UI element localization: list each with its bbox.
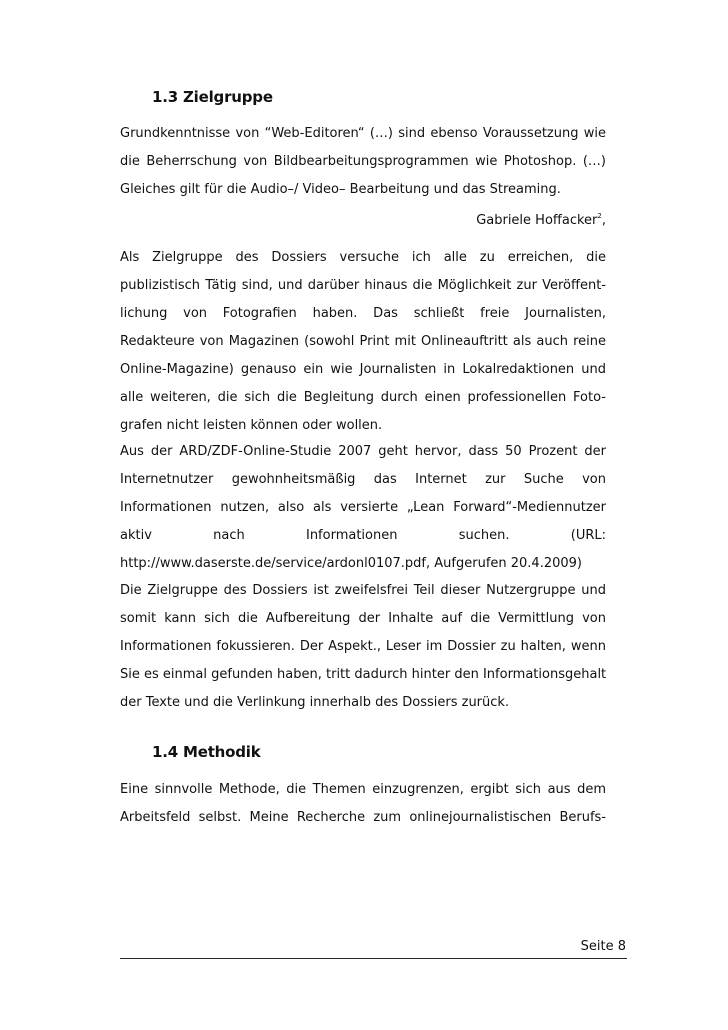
paragraph-line: grafen nicht leisten können oder wollen. (120, 418, 383, 433)
paragraph-line: Eine sinnvolle Methode, die Themen einzugrenzen, ergibt sich aus dem (120, 782, 606, 797)
paragraph-line-url: http://www.daserste.de/service/ardonl0107.pdf, Aufgerufen 20.4.2009) (120, 556, 582, 571)
quote-line: Grundkenntnisse von “Web-Editoren“ (…) sind ebenso Voraussetzung wie (120, 126, 606, 141)
paragraph-line: der Texte und die Verlinkung innerhalb des Dossiers zurück. (120, 695, 510, 710)
paragraph-line: Redakteure von Magazinen (sowohl Print mit Onlineauftritt als auch reine (120, 334, 606, 349)
footnote-marker: 2 (597, 212, 602, 220)
quote-attribution (120, 207, 606, 235)
footer-divider (120, 958, 627, 959)
paragraph-line: Aus der ARD/ZDF-Online-Studie 2007 geht hervor, dass 50 Prozent der (120, 444, 606, 459)
paragraph-line: Internetnutzer gewohnheitsmäßig das Internet zur Suche von (120, 472, 606, 487)
paragraph-nutzergruppe (120, 577, 606, 717)
section-heading-zielgruppe: 1.3 Zielgruppe (152, 88, 273, 106)
paragraph-studie (120, 438, 606, 578)
paragraph-line: alle weiteren, die sich die Begleitung durch einen professionellen Foto- (120, 390, 606, 405)
paragraph-line: Informationen nutzen, also als versierte „Lean Forward“-Mediennutzer (120, 500, 606, 515)
paragraph-line: publizistisch Tätig sind, und darüber hinaus die Möglichkeit zur Veröffent- (120, 278, 606, 293)
paragraph-line: lichung von Fotografien haben. Das schließt freie Journalisten, (120, 306, 606, 321)
section-heading-methodik: 1.4 Methodik (152, 743, 261, 761)
paragraph-zielgruppe (120, 244, 606, 440)
paragraph-line: somit kann sich die Aufbereitung der Inhalte auf die Vermittlung von (120, 611, 606, 626)
paragraph-line: aktiv nach Informationen suchen. (URL: (120, 528, 606, 543)
paragraph-line: Sie es einmal gefunden haben, tritt dadurch hinter den Informationsgehalt (120, 667, 607, 682)
attribution-suffix: , (601, 213, 606, 228)
quote-block (120, 120, 606, 204)
paragraph-line: Als Zielgruppe des Dossiers versuche ich alle zu erreichen, die (120, 250, 606, 265)
page-number: Seite 8 (580, 939, 626, 954)
quote-line: die Beherrschung von Bildbearbeitungsprogrammen wie Photoshop. (…) (120, 154, 606, 169)
paragraph-line: Die Zielgruppe des Dossiers ist zweifelsfrei Teil dieser Nutzergruppe und (120, 583, 606, 598)
quote-line: Gleiches gilt für die Audio–/ Video– Bearbeitung und das Streaming. (120, 182, 561, 197)
paragraph-line: Online-Magazine) genauso ein wie Journalisten in Lokalredaktionen und (120, 362, 606, 377)
paragraph-line: Arbeitsfeld selbst. Meine Recherche zum onlinejournalistischen Berufs- (120, 810, 606, 825)
paragraph-line: Informationen fokussieren. Der Aspekt., Leser im Dossier zu halten, wenn (120, 639, 606, 654)
attribution-author: Gabriele Hoffacker (476, 213, 598, 228)
paragraph-methodik (120, 776, 606, 832)
